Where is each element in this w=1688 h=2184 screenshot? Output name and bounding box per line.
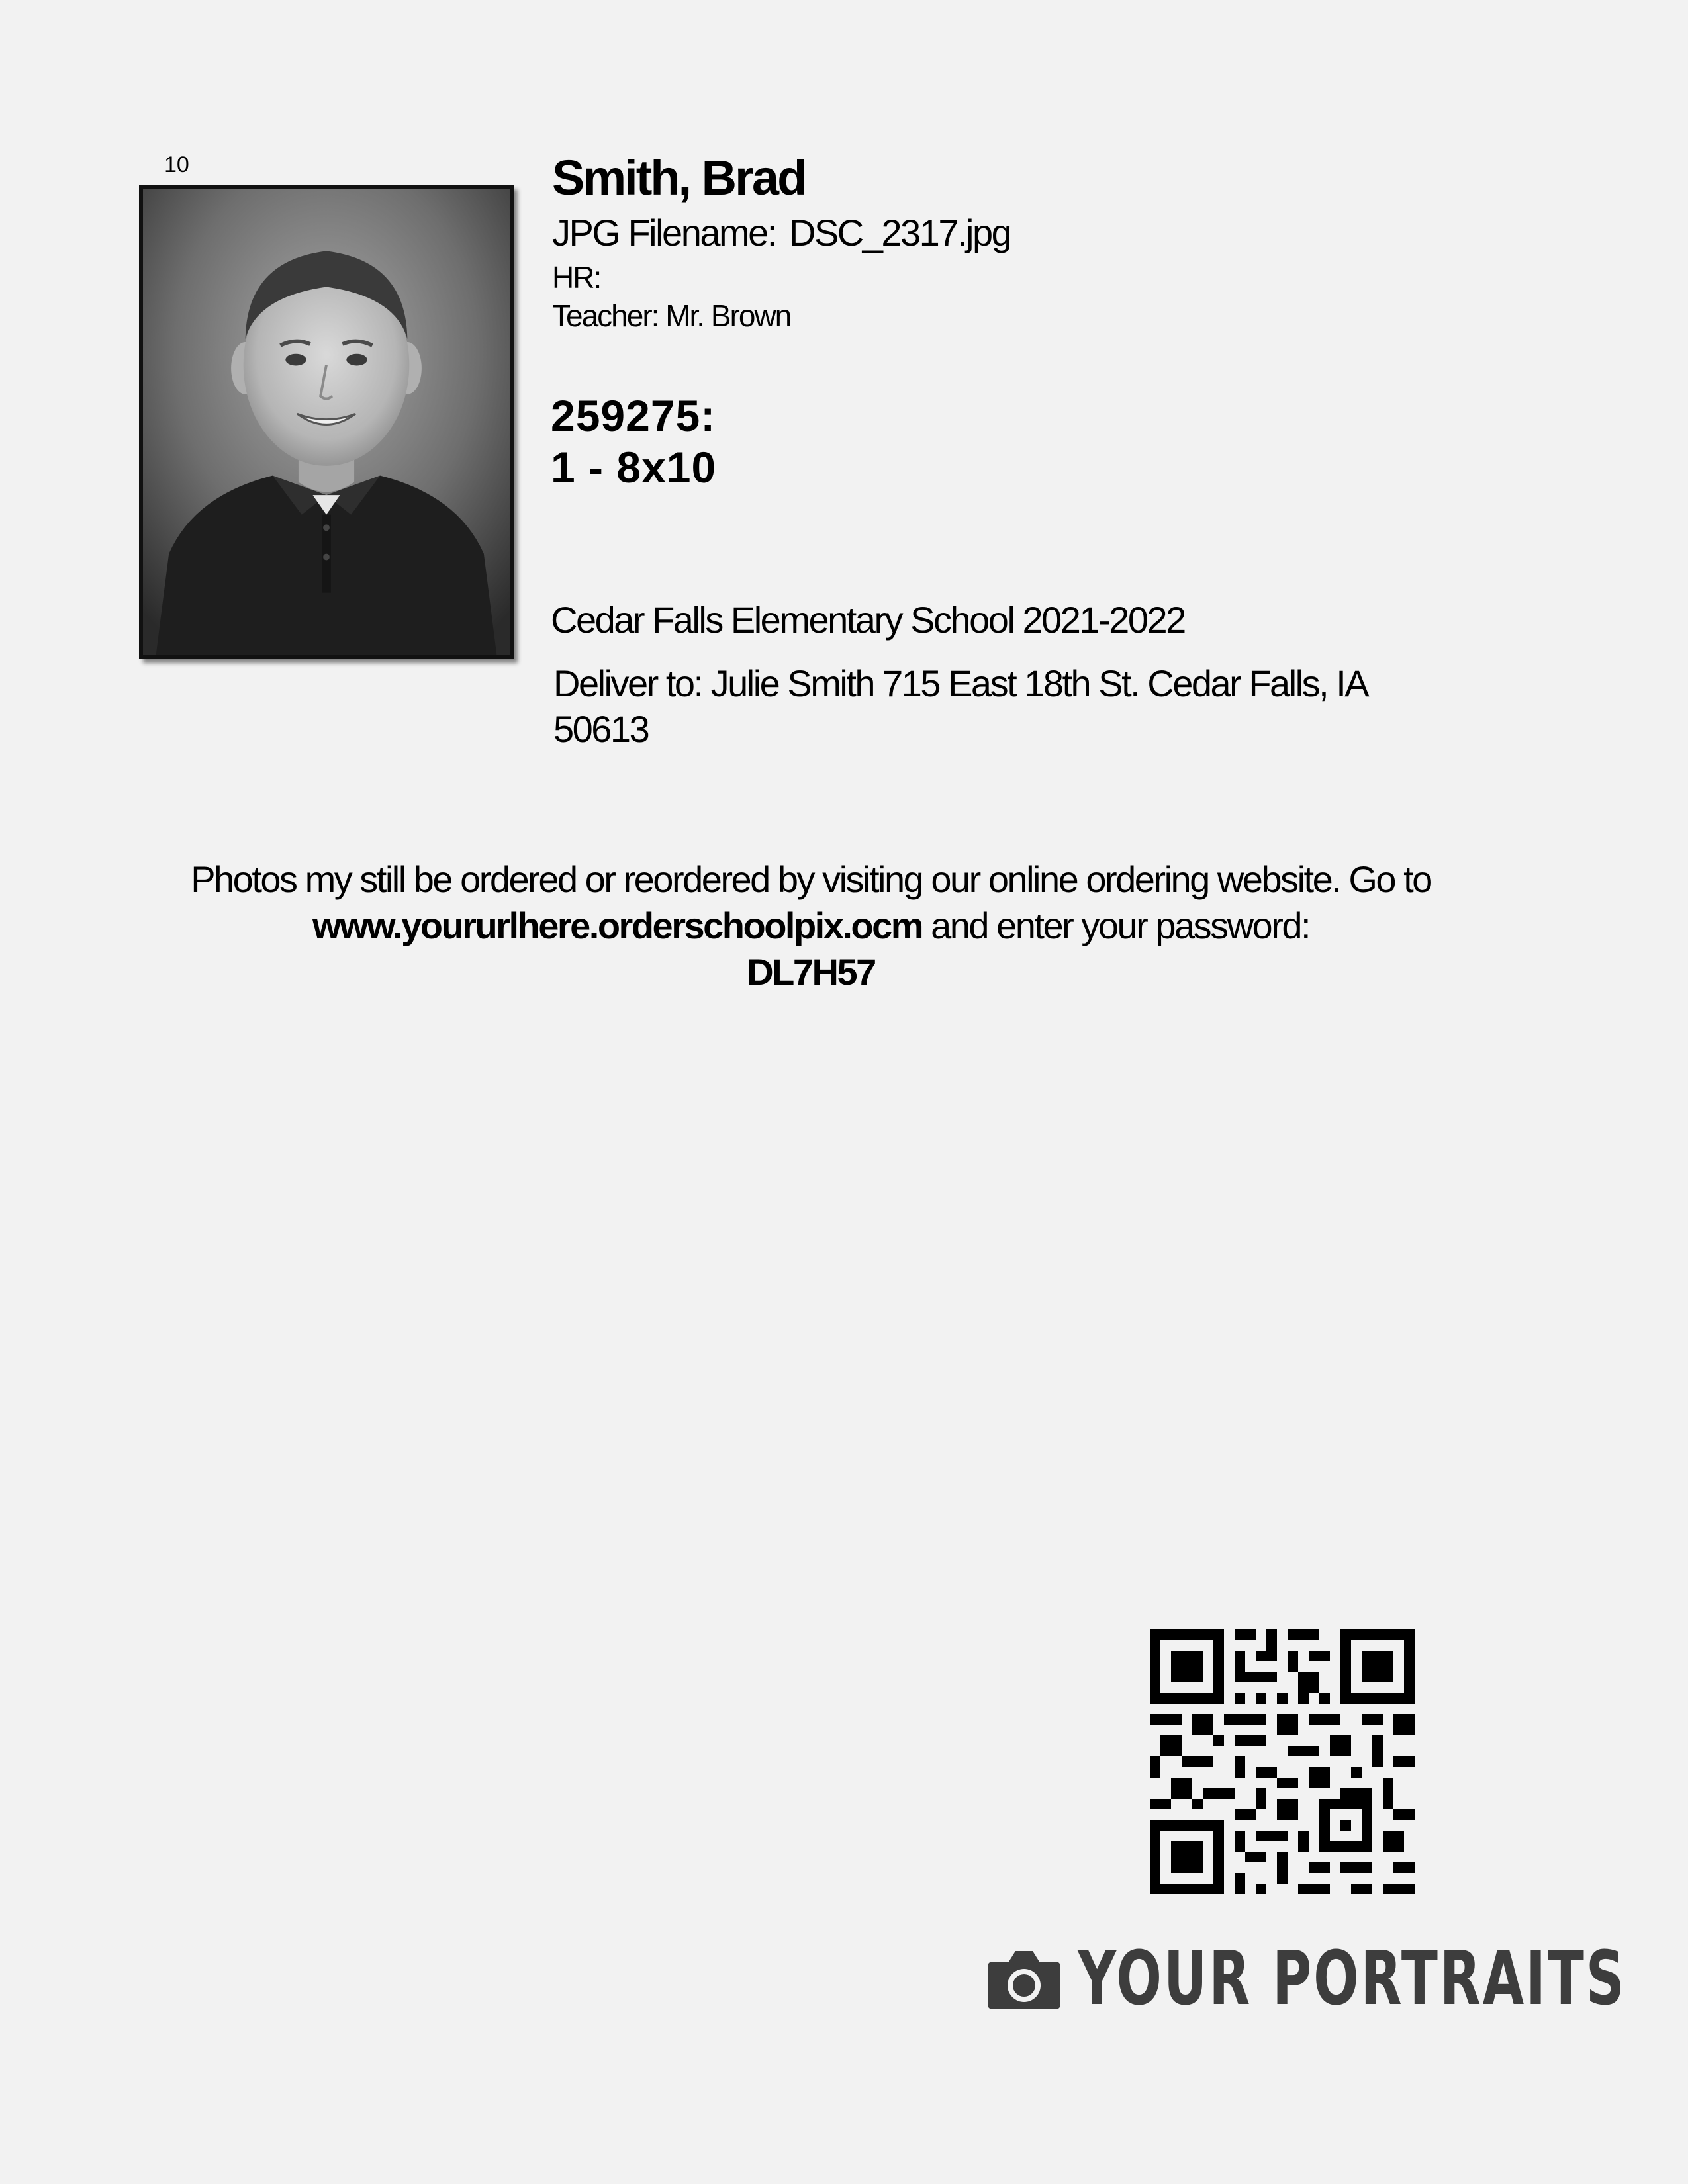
portrait-image xyxy=(143,189,510,655)
qr-code[interactable] xyxy=(1150,1629,1415,1894)
order-password: DL7H57 xyxy=(747,951,875,993)
student-portrait-photo xyxy=(139,185,514,659)
delivery-line-1: Deliver to: Julie Smith 715 East 18th St. Cedar Falls, IA xyxy=(553,662,1368,704)
your-portraits-logo xyxy=(986,1936,1688,2022)
delivery-address xyxy=(553,660,1414,752)
logo-text: YOUR PORTRAITS xyxy=(1078,1936,1626,2022)
camera-icon xyxy=(986,1947,1062,2011)
school-name: Cedar Falls Elementary School 2021-2022 xyxy=(551,599,1185,641)
teacher-line: Teacher: Mr. Brown xyxy=(552,298,791,333)
ordering-instructions xyxy=(132,856,1489,995)
qr-code-image xyxy=(1150,1629,1415,1894)
order-item: 1 - 8x10 xyxy=(551,443,717,492)
order-code: 259275: xyxy=(551,391,716,440)
homeroom-label: HR: xyxy=(552,260,601,295)
order-website-link[interactable]: www.yoururlhere.orderschoolpix.ocm xyxy=(312,905,923,946)
instructions-password-prompt: and enter your password: xyxy=(922,905,1310,946)
filename-value: DSC_2317.jpg xyxy=(789,212,1011,253)
delivery-line-2: 50613 xyxy=(553,708,649,750)
student-name: Smith, Brad xyxy=(552,150,806,205)
page-number: 10 xyxy=(164,152,189,177)
instructions-text: Photos my still be ordered or reordered by visiting our online ordering website. Go to xyxy=(191,858,1431,900)
filename-label: JPG Filename: xyxy=(552,212,776,253)
